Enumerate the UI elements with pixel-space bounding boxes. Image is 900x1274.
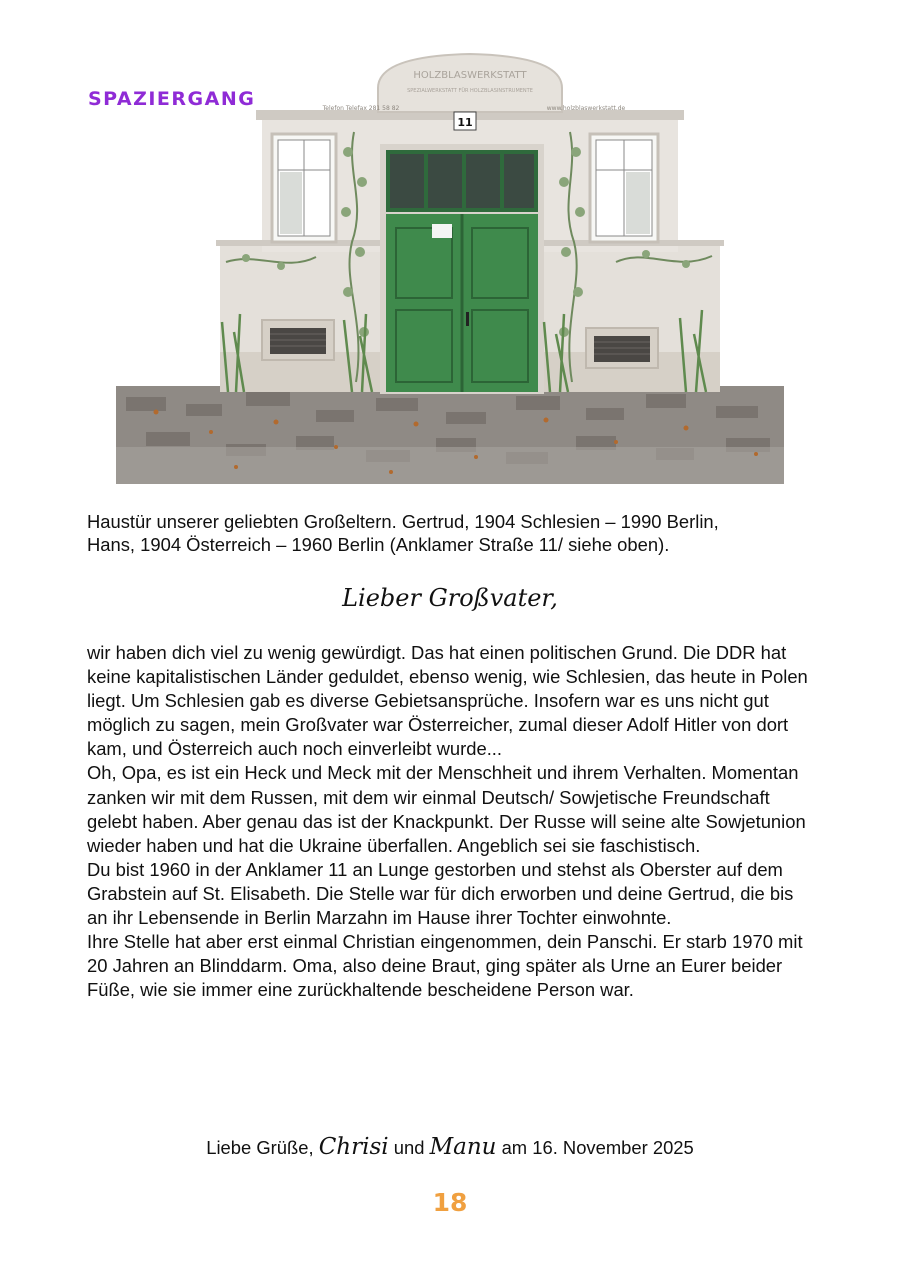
letter-paragraph: Oh, Opa, es ist ein Heck und Meck mit der Menschheit und ihrem Verhalten. Momentan zanken wir mit dem Russen, mit dem wir einmal Deutsch/ Sowjetische Freundschaft gelebt haben. Aber genau das ist der Knackpunkt. Der Russe will seine alte Sowjetunion wieder haben und hat die Ukraine überfallen. Angeblich sei sie faschistisch. bbox=[87, 762, 806, 856]
letter-body bbox=[87, 641, 817, 1002]
house-number: 11 bbox=[457, 116, 473, 129]
sidewalk-slabs bbox=[116, 447, 784, 484]
window-upper-left bbox=[272, 134, 336, 242]
letter-paragraph: Du bist 1960 in der Anklamer 11 an Lunge gestorben und stehst als Oberster auf dem Grabstein auf St. Elisabeth. Die Stelle war für dich erworben und deine Gertrud, die bis an ihr Lebensende in Berlin Marzahn im Hause ihrer Tochter einwohnte. bbox=[87, 858, 794, 929]
house-door-photo bbox=[116, 52, 784, 484]
letter-closing bbox=[0, 1134, 900, 1160]
sign-line-2: SPEZIALWERKSTATT FÜR HOLZBLASINSTRUMENTE bbox=[407, 88, 533, 94]
photo-caption bbox=[87, 510, 827, 556]
letter-paragraph: wir haben dich viel zu wenig gewürdigt. Das hat einen politischen Grund. Die DDR hat keine kapitalistischen Länder geduldet, ebenso wenig, wie Schlesien, das heute in Polen liegt. Um Schlesien gab es diverse Gebietsansprüche. Insofern war es uns nicht gut möglich zu sagen, mein Großvater war Österreicher, zumal dieser Adolf Hitler von dort kam, und Österreich auch noch einverleibt wurde... bbox=[87, 642, 808, 760]
sign-phone: Telefon Telefax 281 58 82 bbox=[322, 105, 400, 112]
closing-conjunction: und bbox=[393, 1137, 425, 1158]
door-handle bbox=[466, 312, 469, 326]
window-upper-right bbox=[590, 134, 658, 242]
sign-web: www.holzblaswerkstatt.de bbox=[546, 105, 626, 112]
closing-date: am 16. November 2025 bbox=[501, 1137, 694, 1158]
signature-name-2: Manu bbox=[429, 1134, 497, 1160]
closing-prefix: Liebe Grüße, bbox=[206, 1137, 314, 1158]
sign-line-1: HOLZBLASWERKSTATT bbox=[413, 70, 527, 81]
basement-window-right bbox=[586, 328, 658, 368]
basement-window-left bbox=[262, 320, 334, 360]
signature-name-1: Chrisi bbox=[318, 1134, 389, 1160]
page-number: 18 bbox=[432, 1188, 468, 1217]
gable bbox=[378, 54, 562, 112]
transom-panes bbox=[390, 154, 534, 208]
section-label: SPAZIERGANG bbox=[88, 88, 256, 110]
door-notice bbox=[432, 224, 452, 238]
letter-paragraph: Ihre Stelle hat aber erst einmal Christian eingenommen, dein Panschi. Er starb 1970 mit 20 Jahren an Blinddarm. Oma, also deine Braut, ging später als Urne an Eurer beider Füße, wie sie immer eine zurückhaltende bescheidene Person war. bbox=[87, 931, 803, 1001]
caption-line: Haustür unserer geliebten Großeltern. Gertrud, 1904 Schlesien – 1990 Berlin, bbox=[87, 511, 719, 532]
letter-salutation: Lieber Großvater, bbox=[342, 584, 558, 612]
caption-line: Hans, 1904 Österreich – 1960 Berlin (Anklamer Straße 11/ siehe oben). bbox=[87, 534, 670, 555]
